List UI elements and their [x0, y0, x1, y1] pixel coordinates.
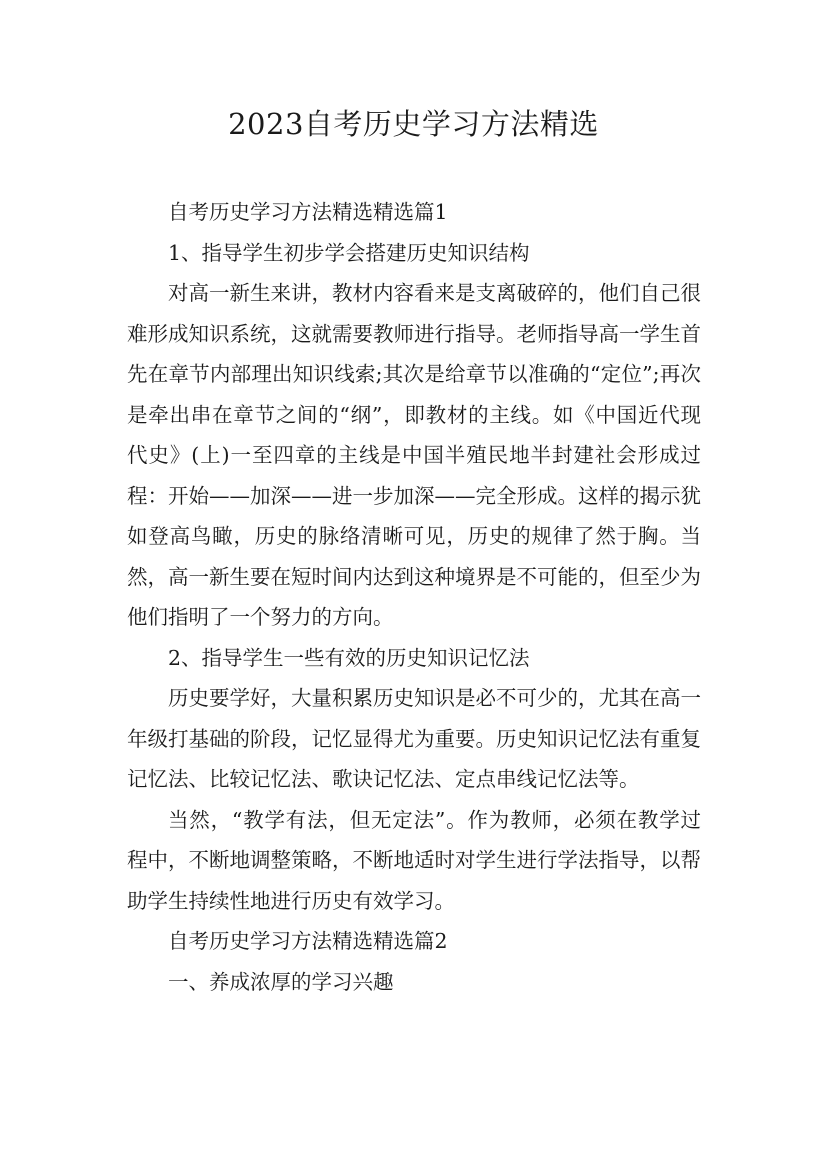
section-heading-1: 自考历史学习方法精选精选篇1: [168, 200, 448, 224]
document-title: 2023自考历史学习方法精选: [228, 107, 599, 141]
subheading-2: 2、指导学生一些有效的历史知识记忆法: [168, 645, 530, 670]
subheading-1: 1、指导学生初步学会搭建历史知识结构: [168, 240, 530, 265]
document-body: [127, 192, 701, 1002]
section-heading-2: 自考历史学习方法精选精选篇2: [168, 929, 448, 953]
paragraph-teaching-method: 当然，“教学有法，但无定法”。作为教师，必须在教学过程中，不断地调整策略，不断地适时对学生进行学法指导，以帮助学生持续性地进行历史有效学习。: [127, 807, 701, 913]
subheading-interest: 一、养成浓厚的学习兴趣: [168, 969, 394, 994]
paragraph-knowledge-structure: 对高一新生来讲，教材内容看来是支离破碎的，他们自己很难形成知识系统，这就需要教师进行指导。老师指导高一学生首先在章节内部理出知识线索;其次是给章节以准确的“定位”;再次是牵出串在章节之间的“纲”，即教材的主线。如《中国近代现代史》(上)一至四章的主线是中国半殖民地半封建社会形成过程：开始——加深——进一步加深——完全形成。这样的揭示犹如登高鸟瞰，历史的脉络清晰可见，历史的规律了然于胸。当然，高一新生要在短时间内达到这种境界是不可能的，但至少为他们指明了一个努力的方向。: [127, 281, 701, 629]
paragraph-memory-methods: 历史要学好，大量积累历史知识是必不可少的，尤其在高一年级打基础的阶段，记忆显得尤为重要。历史知识记忆法有重复记忆法、比较记忆法、歌诀记忆法、定点串线记忆法等。: [127, 686, 701, 791]
